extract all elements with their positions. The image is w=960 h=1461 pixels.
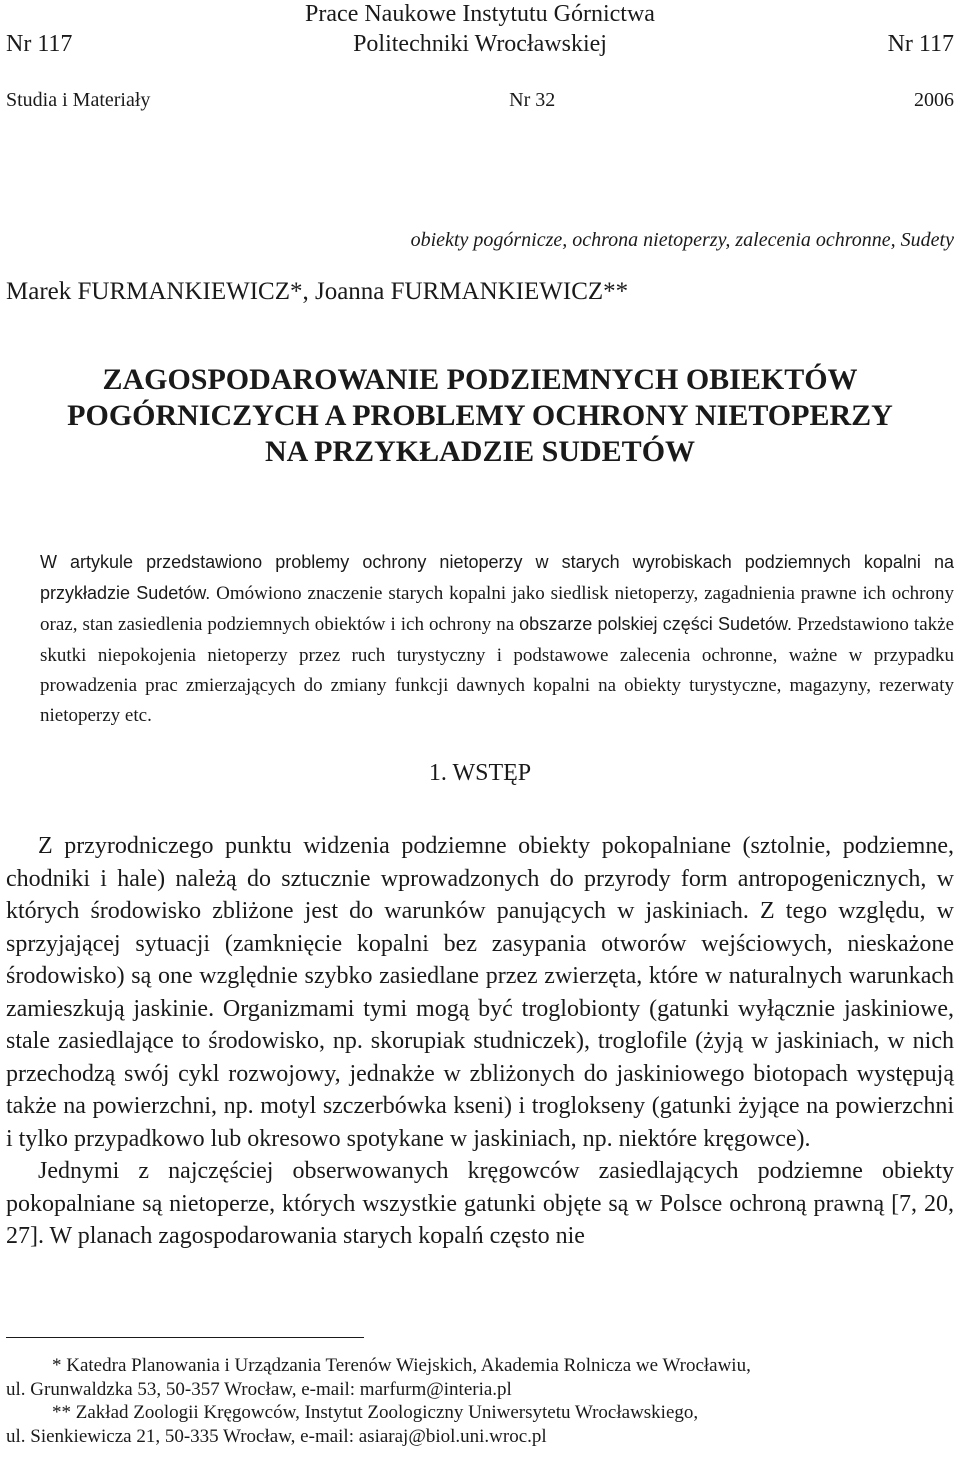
series-number: Nr 32 bbox=[509, 89, 556, 111]
body-text bbox=[6, 830, 954, 1253]
abstract-part-2: Omówiono znaczenie starych kopalni jako siedlisk nietoperzy, zagadnienia prawne ich ochrony oraz, stan zasiedlenia podziemnych obiektów i ich ochrony na bbox=[40, 583, 954, 636]
body-paragraph-1: Z przyrodniczego punktu widzenia podziemne obiekty pokopalniane (sztolnie, podziemne, chodniki i hale) należą do sztucznie wprowadzonych do przyrody form antropogenicznych, w których środowisko zbliżone jest do warunków panujących w jaskiniach. Z tego względu, w sprzyjającej sytuacji (zamknięcie kopalni bez zasypania otworów wejściowych, nieskażone środowisko) są one względnie szybko zasiedlane przez zwierzęta, które w naturalnych warunkach zamieszkują jaskinie. Organizmami tymi mogą być troglobionty (gatunki wyłącznie jaskiniowe, stale zasiedlające to środowisko, np. skorupiak studniczek), troglofile (żyją w jaskiniach, w nich przechodzą swój cykl rozwojowy, jednakże w zbliżonych do jaskiniowego biotopach występują także na powierzchni, np. motyl szczerbówka kseni) i troglokseny (gatunki żyjące na powierzchni i tylko przypadkowo lub okresowo spotykane w jaskiniach, np. niektóre kręgowce). bbox=[6, 833, 954, 1152]
title-line-2: POGÓRNICZYCH A PROBLEMY OCHRONY NIETOPERZY bbox=[67, 399, 893, 432]
series-name: Studia i Materiały bbox=[6, 89, 151, 111]
abstract-part-4: Przedstawiono także skutki niepokojenia nietoperzy przez ruch turystyczny i podstawowe zalecenia ochronne, ważne w przypadku prowadzenia prac zmierzających do zmiany funkcji dawnych kopalni na obiekty turystyczne, magazyny, rezerwaty nietoperzy etc. bbox=[40, 614, 955, 727]
footnote-1-affiliation: * Katedra Planowania i Urządzania Terenów Wiejskich, Akademia Rolnicza we Wrocławiu, bbox=[52, 1355, 751, 1376]
footnote-2-affiliation: ** Zakład Zoologii Kręgowców, Instytut Zoologiczny Uniwersytetu Wrocławskiego, bbox=[52, 1402, 699, 1423]
keywords: obiekty pogórnicze, ochrona nietoperzy, zalecenia ochronne, Sudety bbox=[410, 229, 954, 251]
publication-year: 2006 bbox=[914, 89, 954, 111]
series-row bbox=[6, 88, 954, 112]
journal-institute: Prace Naukowe Instytutu Górnictwa bbox=[305, 1, 655, 27]
abstract-part-3: obszarze polskiej części Sudetów. bbox=[519, 614, 793, 635]
paper-title bbox=[0, 362, 960, 470]
journal-header-row bbox=[6, 30, 954, 58]
abstract-part-1: W artykule przedstawiono problemy ochrony nietoperzy w starych wyrobiskach podziemnych kopalni na przykładzie Sudetów. bbox=[40, 552, 954, 604]
section-heading: 1. WSTĘP bbox=[428, 760, 532, 786]
abstract bbox=[40, 547, 954, 731]
footnote-divider bbox=[6, 1337, 364, 1338]
issue-number-right: Nr 117 bbox=[887, 31, 954, 57]
authors: Marek FURMANKIEWICZ*, Joanna FURMANKIEWICZ** bbox=[6, 278, 629, 305]
title-line-3: NA PRZYKŁADZIE SUDETÓW bbox=[264, 435, 696, 468]
journal-university: Politechniki Wrocławskiej bbox=[353, 31, 607, 57]
issue-number-left: Nr 117 bbox=[6, 31, 73, 57]
footnotes bbox=[6, 1354, 954, 1448]
body-paragraph-2: Jednymi z najczęściej obserwowanych kręgowców zasiedlających podziemne obiekty pokopalniane są nietoperze, których wszystkie gatunki objęte są w Polsce ochroną prawną [7, 20, 27]. W planach zagospodarowania starych kopalń często nie bbox=[6, 1158, 954, 1249]
title-line-1: ZAGOSPODAROWANIE PODZIEMNYCH OBIEKTÓW bbox=[102, 363, 858, 396]
footnote-2-address: ul. Sienkiewicza 21, 50-335 Wrocław, e-mail: asiaraj@biol.uni.wroc.pl bbox=[6, 1425, 547, 1447]
footnote-1-address: ul. Grunwaldzka 53, 50-357 Wrocław, e-mail: marfurm@interia.pl bbox=[6, 1378, 512, 1400]
